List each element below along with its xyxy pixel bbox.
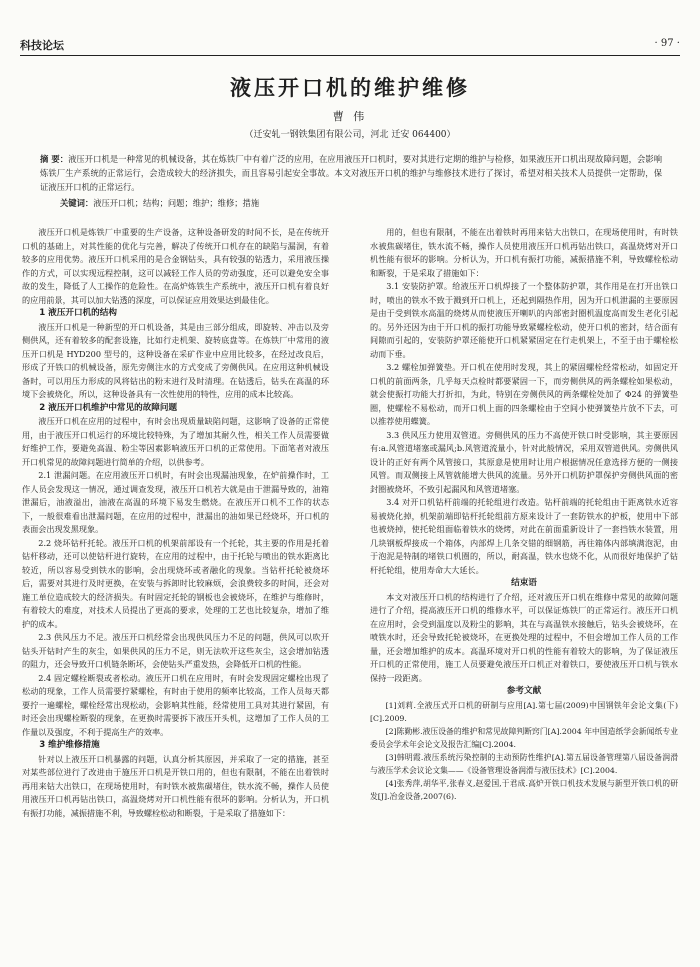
keywords-label: 关键词： <box>60 198 94 208</box>
abstract-label: 摘 要： <box>40 154 69 164</box>
body-paragraph: 液压开口机在应用的过程中，有时会出现质量缺陷问题，这影响了设备的正常使用，由于液压开口机运行的环境比较特殊，为了增加其耐久性，相关工作人员需要做好维护工作，要避免高温、粉尘等因素影响液压开口机的正常使用。下面笔者对液压开口机常见的故障问题进行简单的介绍，以供参考。 <box>22 416 329 467</box>
section-heading: 1 液压开口机的结构 <box>39 308 117 318</box>
body-paragraph: 3.1 安装防护罩。给液压开口机焊接了一个整体防护罩，其作用是在打开出铁口时，喷出的铁水不致于溅到开口机上，还起到隔热作用，因为开口机泄漏的主要原因是由于受到铁水高温的烧烤从而使液压开喇叭的内部密封圈机温度高而发生老化引起的。另外还因为由于开口机的振打功能导致紧螺栓松动，使开口机的密封，结合面有间隙而引起的，安装防护罩还能使开口机紧紧固定在行走机架上，不至于由于螺栓松动而下垂。 <box>370 281 678 359</box>
abstract-text: 液压开口机是一种常见的机械设备，其在炼铁厂中有着广泛的应用，在应用液压开口机时，要对其进行定期的维护与检修，如果液压开口机出现故障问题，会影响炼铁厂生产系统的正常运行，会造成较大的经济损失，而且容易引起安全事故。本文对液压开口机的维护与维修技术进行了探讨，希望对相关技术人员提供一定帮助，保证液压开口机的正常运行。 <box>40 154 662 192</box>
section-heading: 参考文献 <box>506 686 542 696</box>
body-paragraph: 2.3 供风压力不足。液压开口机经常会出现供风压力不足的问题，供风可以吹开钻头开钻时产生的灰尘，如果供风的压力不足，则无法吹开这些灰尘，这会增加钻透的阻力，还会导致开口机链条断坏，会使钻头严重发热，会降低开口机的性能。 <box>22 632 329 669</box>
body-paragraph: 液压开口机是一种新型的开口机设备，其是由三部分组成，即旋转、冲击以及旁侧供风，还有着较多的配套设施，比如行走机架、旋转底盘等。在炼铁厂中常用的液压开口机是 HYD200 型号的，这种设备在采矿作业中应用比较多，在经过改良后，形成了开铁口的机械设备，原先旁侧注水的方式变成了旁侧供风。在应用这种机械设备时，可以用压力形成的风将钻出的粉末进行及时清理。在钻透后，钻头在高温的环境下会被烧化，所以，这种设备具有一次性使用的特性，应用的成本比较高。 <box>22 321 329 399</box>
reference-item: [2]陈勤彬.液压设备的维护和常见故障判断窍门[A].2004 年中国造纸学会新闻纸专业委员会学术年会论文及报告汇编[C].2004. <box>370 726 678 749</box>
section-heading: 3 维护维修措施 <box>39 740 100 750</box>
keywords-text: 液压开口机；结构；问题；维护；维修；措施 <box>93 198 260 208</box>
page-number: · 97 · <box>654 38 680 49</box>
section-heading: 2 液压开口机维护中常见的故障问题 <box>39 402 178 413</box>
body-column-right <box>370 226 678 961</box>
reference-item: [1]刘莉.全液压式开口机的研制与应用[A].第七届(2009)中国钢铁年会论文集(下)[C].2009. <box>370 700 678 723</box>
body-paragraph: 3.2 螺栓加弹簧垫。开口机在使用时发现，其上的紧固螺栓经常松动，如固定开口机的前面两条，几乎每天点检时都要紧固一下，而旁侧供风的两条螺栓如果松动，就会使振打功能大打折扣，为此，特别在旁侧供风的两条螺栓处加了 Φ24 的弹簧垫圈，使螺栓不易松动，而开口机上面的四条螺栓由于空间小使弹簧垫片放不下去，可以推荐使用蝶簧。 <box>370 362 678 426</box>
author-name: 曹 伟 <box>332 110 368 123</box>
body-paragraph: 3.3 供风压力使用双管道。旁侧供风的压力不高使开铁口时受影响，其主要原因有:a.风管道堵塞或漏风;b.风管道流量小，针对此般情况，采用双管道供风。旁侧供风设计的正好有两个风管接口，其原意是使用时让用户根据情况任意选择方便的一侧接风管。而双侧接上风管就能增大供风的流量。另外开口机防护罩保护旁侧供风面的密封圈被烧坏，不致引起漏风和风管道堵塞。 <box>370 429 678 494</box>
article-title: 液压开口机的维护维修 <box>230 75 470 100</box>
author-affiliation: （迁安轧一钢铁集团有限公司，河北 迁安 064400） <box>244 130 456 140</box>
body-paragraph: 针对以上液压开口机暴露的问题，认真分析其原因，并采取了一定的措施，甚至对某些部位进行了改进由于施压开口机是开铁口用的，但也有限制，不能在出着铁时再用来钻大出铁口，在现场使用时，有时铁水被焦碳堵住，铁水流不畅，操作人员使用液压开口机再钻出铁口，高温烧烤对开口机性能有很坏的影响。分析认为，开口机有振打功能，减振措施不利，导致螺栓松动和断裂，于是采取了措施如下： <box>22 753 329 818</box>
body-paragraph: 2.2 烧坏钻杆托轮。液压开口机的机架前部设有一个托轮，其主要的作用是托着钻杆移动，还可以使钻杆进行旋转，在应用的过程中，由于托轮与喷出的铁水距离比较近，所以容易受到铁水的影响，会出现烧坏或者融化的现象。当钻杆托轮被烧坏后，需要对其进行及时更换，在安装与拆卸时比较麻烦，会浪费较多的时间，还会对施工单位造成较大的经济损失。有时固定托轮的钢板也会被烧坏，在维护与维修时，有着较大的难度，对技术人员提出了更高的要求，处理的工艺也比较复杂，增加了维护的成本。 <box>22 537 329 629</box>
body-paragraph: 2.4 固定螺栓断裂或者松动。液压开口机在应用时，有时会发现固定螺栓出现了松动的现象，工作人员需要拧紧螺栓，有时由于使用的频率比较高，工作人员每天都要拧一遍螺栓，螺栓经常出现松动，会影响其性能，经常使用工具对其进行紧固，有时还会出现螺栓断裂的现象，在更换时需要拆下液压开头机，这增加了工作人员的工作量以及强度，不利于提高生产的效率。 <box>22 672 329 737</box>
abstract <box>40 152 662 194</box>
header-rule <box>20 55 680 56</box>
reference-item: [3]韩明霞.液压系统污染控制的主动预防性维护[A].第五届设备管理第八届设备润滑与液压学术会议论文集——《设备管理设备润滑与液压技术》[C].2004. <box>370 752 678 775</box>
body-paragraph: 本文对液压开口机的结构进行了介绍，还对液压开口机在维修中常见的故障问题进行了介绍，提高液压开口机的维修水平，可以保证炼铁厂的正常运行。液压开口机在应用时，会受到温度以及粉尘的影响，其在与高温铁水接触后，钻头会被烧坏，在喷铁水时，还会导致托轮被烧坏，在更换处理的过程中，不但会增加工作人员的工作量，还会增加维护的成本。高温环境对开口机的性能有着较大的影响，为了保证液压开口机的正常使用，施工人员要避免液压开口机正对着铁口，要使液压开口机与铁水保持一段距离。 <box>370 591 678 683</box>
reference-item: [4]张秀萍,胡华平,张春义,赵爱国,于君成.高炉开铁口机技术发展与新型开铁口机的研发[J].冶金设备,2007(6). <box>370 778 678 801</box>
body-paragraph: 2.1 泄漏问题。在应用液压开口机时，有时会出现漏油现象，在炉前操作时，工作人员会发现这一情况，通过调查发现，液压开口机若大就是由于泄漏导致的，油箱泄漏后，油液溢出，油液在高温的环境下易发生燃烧。在液压开口机不工作的状态下，一般很难看出泄漏问题，在应用的过程中，泄漏出的油如果已经烧坏，开口机的表面会出现发黑现象。 <box>22 470 329 534</box>
journal-column-name: 科技论坛 <box>20 39 64 52</box>
body-paragraph: 3.4 对开口机钻杆前端的托轮组进行改造。钻杆前端的托轮组由于距离铁水近容易被烧化掉，机架前端即钻杆托轮组前方原来设计了一套防铁水的护板，使用中下部也被烧掉，使托轮组面临着铁水的烧烤，对此在前面重新设计了一套挡铁水装置，用几块钢板焊接成一个箱体，内部焊上几条交错的细钢筋，再往箱体内部填满泡泥，由于泡泥是特制的堵铁口机圈的，所以，耐高温，铁水也烧不化，从而很好地保护了钻杆托轮组，使用寿命大大延长。 <box>370 497 678 575</box>
section-heading: 结束语 <box>511 578 537 588</box>
body-paragraph: 液压开口机是炼铁厂中重要的生产设备，这种设备研发的时间不长，是在传统开口机的基础上，对其性能的优化与完善，解决了传统开口机存在的缺陷与漏洞，有着较多的应用优势。液压开口机采用的是合金钢钻头，具有较强的钻透力，采用液压操作的方式，可以实现远程控制，这可以减轻工作人员的劳动强度，还可以避免安全事故的发生，降低了人工操作的危险性。在高炉炼铁生产系统中，液压开口机有着良好的应用前景，其可以加大钻透的深度，可以保证应用效果达到最佳化。 <box>22 227 329 305</box>
body-paragraph: 用的，但也有限制，不能在出着铁时再用来钻大出铁口，在现场使用时，有时铁水被焦碳堵住，铁水流不畅，操作人员使用液压开口机再钻出铁口，高温烧烤对开口机性能有很坏的影响。分析认为，开口机有振打功能，减振措施不利，导致螺栓松动和断裂，于是采取了措施如下： <box>370 227 678 278</box>
body-column-left <box>22 226 329 961</box>
keywords <box>60 196 660 210</box>
